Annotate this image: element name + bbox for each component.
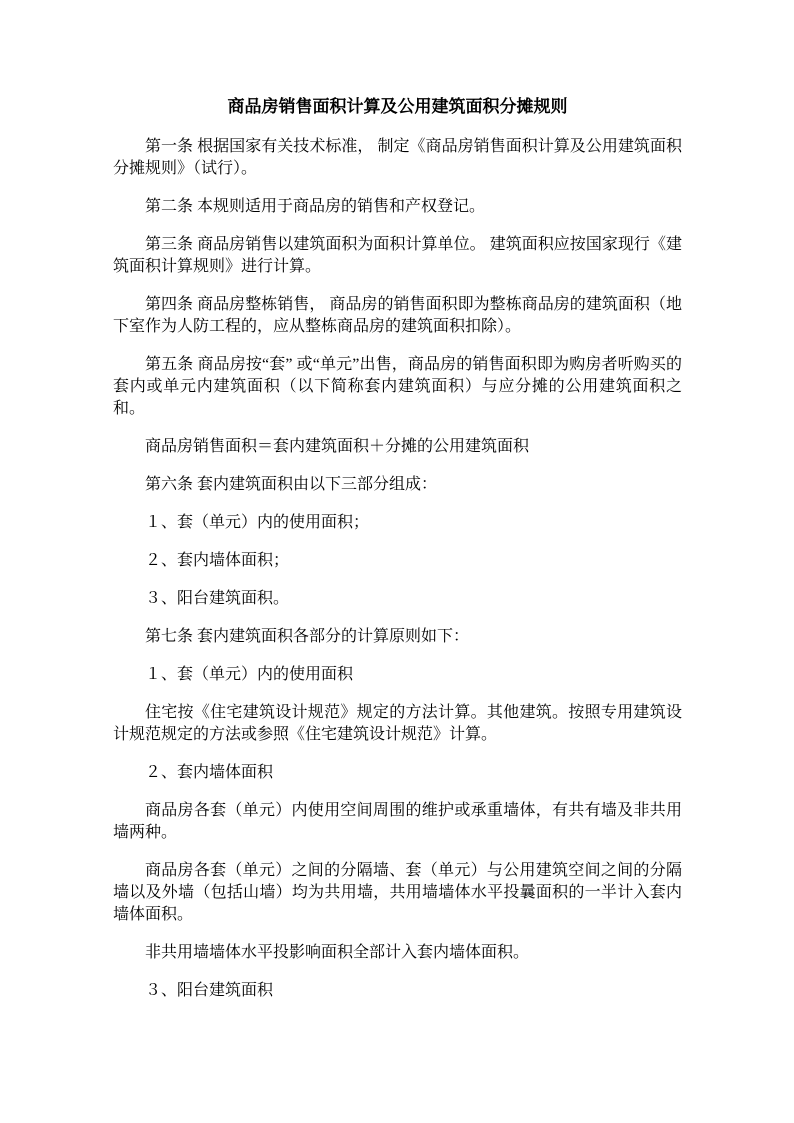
- paragraph-article-4: 第四条 商品房整栋销售， 商品房的销售面积即为整栋商品房的建筑面积（地下室作为人防工程的，应从整栋商品房的建筑面积扣除）。: [113, 296, 682, 335]
- subheading-item-1: １、套（单元）内的使用面积: [145, 666, 354, 683]
- paragraph-nonshared-wall: 非共用墙墙体水平投影响面积全部计入套内墙体面积。: [145, 944, 530, 961]
- subheading-item-3: ３、阳台建筑面积: [145, 982, 274, 999]
- paragraph-shared-wall: 商品房各套（单元）之间的分隔墙、套（单元）与公用建筑空间之间的分隔墙以及外墙（包括山墙）均为共用墙，共用墙墙体水平投曩面积的一半计入套内墙体面积。: [113, 862, 682, 923]
- paragraph-wall-types: 商品房各套（单元）内使用空间周围的维护或承重墙体，有共有墙及非共用墙两种。: [113, 802, 682, 841]
- document-title: 商品房销售面积计算及公用建筑面积分摊规则: [227, 97, 568, 116]
- paragraph-article-7: 第七条 套内建筑面积各部分的计算原则如下：: [145, 628, 470, 645]
- paragraph-article-3: 第三条 商品房销售以建筑面积为面积计算单位。 建筑面积应按国家现行《建筑面积计算规则》进行计算。: [113, 236, 682, 275]
- list-item-1: １、套（单元）内的使用面积；: [145, 514, 370, 531]
- paragraph-usage-area: 住宅按《住宅建筑设计规范》规定的方法计算。其他建筑。按照专用建筑设计规范规定的方法或参照《住宅建筑设计规范》计算。: [113, 704, 682, 743]
- paragraph-article-6: 第六条 套内建筑面积由以下三部分组成：: [145, 476, 438, 493]
- paragraph-article-2: 第二条 本规则适用于商品房的销售和产权登记。: [145, 198, 486, 215]
- subheading-item-2: ２、套内墙体面积: [145, 764, 274, 781]
- list-item-2: ２、套内墙体面积；: [145, 552, 290, 569]
- list-item-3: ３、阳台建筑面积。: [145, 590, 290, 607]
- paragraph-article-1: 第一条 根据国家有关技术标准， 制定《商品房销售面积计算及公用建筑面积分摊规则》（试行）。: [113, 138, 682, 177]
- paragraph-formula: 商品房销售面积＝套内建筑面积＋分摊的公用建筑面积: [145, 438, 530, 455]
- paragraph-article-5: 第五条 商品房按“套” 或“单元”出售，商品房的销售面积即为购房者听购买的套内或单元内建筑面积（以下简称套内建筑面积）与应分摊的公用建筑面积之和。: [113, 356, 682, 417]
